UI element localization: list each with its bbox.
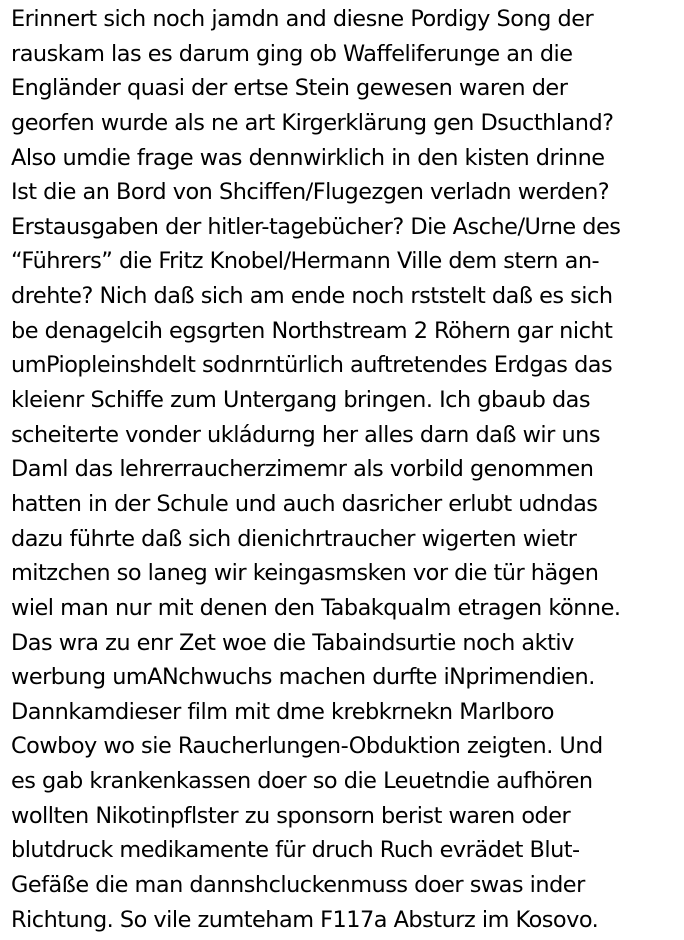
text-line: wiel man nur mit denen den Tabakqualm etragen könne.	[11, 594, 621, 621]
text-line: werbung umANchwuchs machen durfte iNprimendien.	[11, 664, 595, 691]
text-line: Ist die an Bord von Shciffen/Flugezgen verladn werden?	[11, 179, 610, 206]
text-line: mitzchen so laneg wir keingasmsken vor die tür hägen	[11, 560, 599, 587]
text-line: Engländer quasi der ertse Stein gewesen waren der	[11, 75, 568, 102]
text-line: Erstausgaben der hitler-tagebücher? Die Asche/Urne des	[11, 213, 621, 240]
text-line: “Führers” die Fritz Knobel/Hermann Ville dem stern an-	[11, 248, 600, 275]
text-line: Das wra zu enr Zet woe die Tabaindsurtie noch aktiv	[11, 629, 574, 656]
text-line: Cowboy wo sie Raucherlungen-Obduktion zeigten. Und	[11, 733, 603, 760]
text-line: Dannkamdieser film mit dme krebkrnekn Marlboro	[11, 698, 554, 725]
text-line: Gefäße die man dannshcluckenmuss doer swas inder	[11, 872, 585, 899]
text-line: scheiterte vonder ukládurng her alles darn daß wir uns	[11, 421, 601, 448]
text-line: es gab krankenkassen doer so die Leuetndie aufhören	[11, 768, 593, 795]
text-line: Richtung. So vile zumteham F117a Absturz im Kosovo.	[11, 906, 599, 933]
text-line: wollten Nikotinpflster zu sponsorn berist waren oder	[11, 802, 571, 829]
text-line: hatten in der Schule und auch dasricher erlubt udndas	[11, 490, 598, 517]
text-line: blutdruck medikamente für druch Ruch evrädet Blut-	[11, 837, 580, 864]
text-line: georfen wurde als ne art Kirgerklärung gen Dsucthland?	[11, 109, 614, 136]
text-line: kleienr Schiffe zum Untergang bringen. Ich gbaub das	[11, 387, 591, 414]
text-line: be denagelcih egsgrten Northstream 2 Röhern gar nicht	[11, 317, 613, 344]
body-text	[11, 2, 681, 937]
text-line: Also umdie frage was dennwirklich in den kisten drinne	[11, 144, 605, 171]
text-line: Erinnert sich noch jamdn and diesne Pordigy Song der	[11, 6, 594, 32]
text-line: dazu führte daß sich dienichrtraucher wigerten wietr	[11, 525, 577, 552]
text-line: umPiopleinshdelt sodnrntürlich auftretendes Erdgas das	[11, 352, 613, 379]
text-line: drehte? Nich daß sich am ende noch rststelt daß es sich	[11, 283, 613, 310]
text-line: rauskam las es darum ging ob Waffeliferunge an die	[11, 40, 573, 67]
text-line: Daml das lehrerraucherzimemr als vorbild genommen	[11, 456, 594, 483]
